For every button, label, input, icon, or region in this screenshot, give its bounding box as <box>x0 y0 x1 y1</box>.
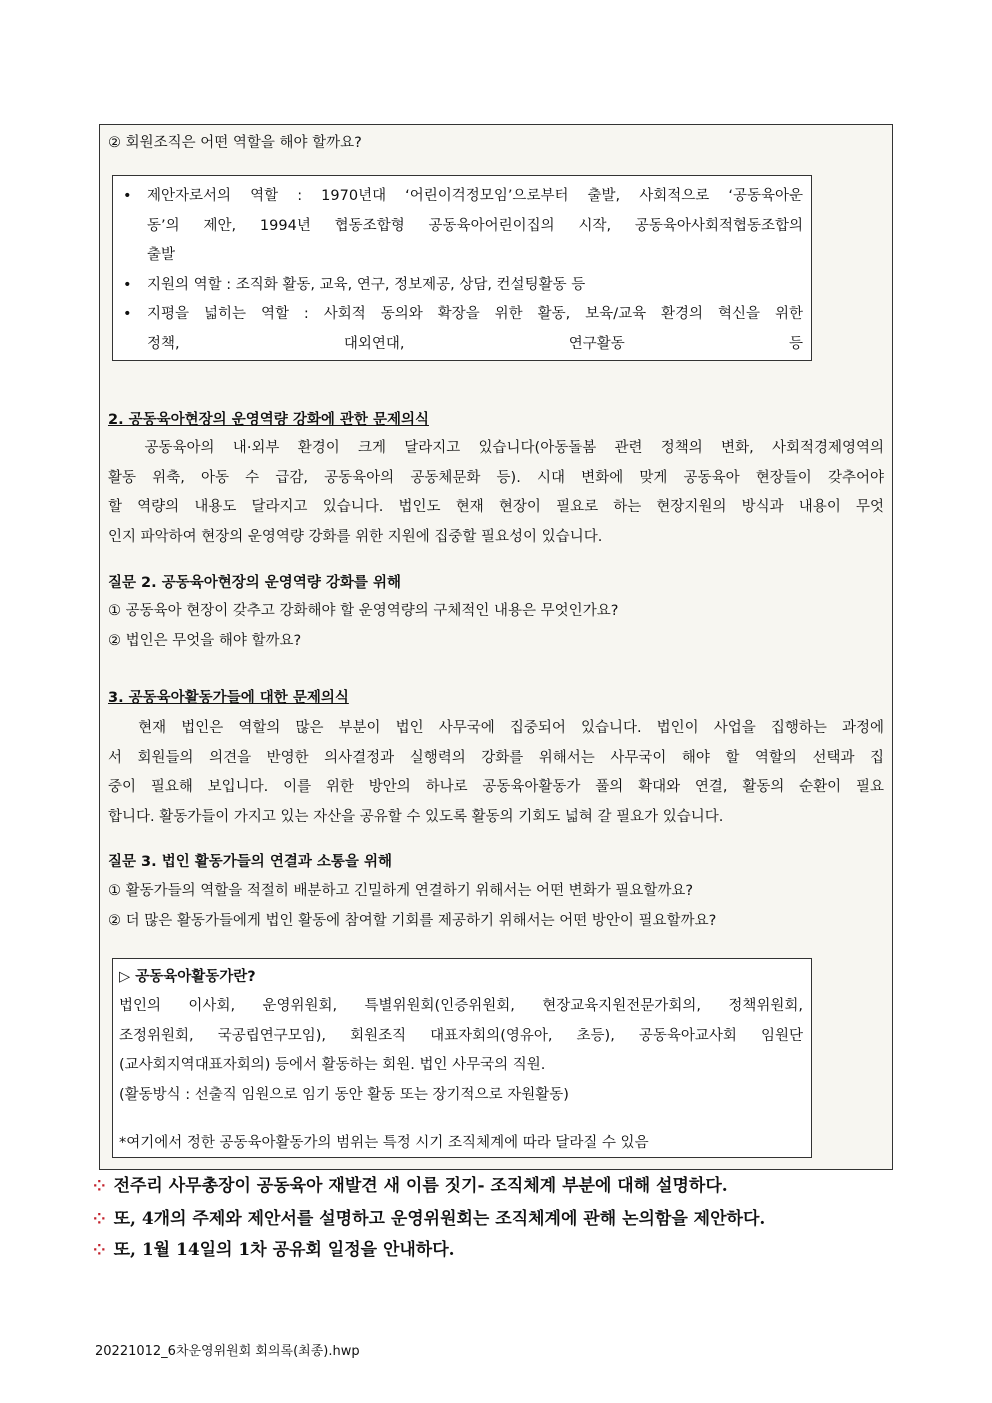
definition-title: ▷ 공동육아활동가란? <box>119 969 256 985</box>
list-item: • 제안자로서의 역할 : 1970년대 ‘어린이걱정모임’으로부터 출발, 사회적으로 ‘공동육아운 동’의 제안, 1994년 협동조합형 공동육아어린이집의 시작, 공동육아사회적협동조합의 출발 <box>121 182 803 271</box>
definition-note: *여기에서 정한 공동육아활동가의 범위는 특정 시기 조직체계에 따라 달라질 수 있음 <box>119 1135 649 1151</box>
section2-paragraph: 공동육아의 내·외부 환경이 크게 달라지고 있습니다(아동돌봄 관련 정책의 변화, 사회적경제영역의 활동 위축, 아동 수 급감, 공동육아의 공동체문화 등). 시대 변화에 맞게 공동육아 현장들이 갖추어야 할 역량의 내용도 달라지고 있습니다. 법인도 현재 현장이 필요로 하는 현장지원의 방식과 내용이 무엇 인지 파악하여 현장의 운영역량 강화를 위한 지원에 집중할 필요성이 있습니다. <box>108 440 884 545</box>
bullet-icon: • <box>123 306 132 322</box>
bullet-icon: • <box>123 276 132 293</box>
content-box <box>99 124 893 1170</box>
footer-filename: 20221012_6차운영위원회 회의록(최종).hwp <box>95 1344 360 1359</box>
question3-item-1: ① 활동가들의 역할을 적절히 배분하고 긴밀하게 연결하기 위해서는 어떤 변화가 필요할까요? <box>108 883 694 899</box>
member-org-question: ② 회원조직은 어떤 역할을 해야 할까요? <box>108 135 362 151</box>
question2-title: 질문 2. 공동육아현장의 운영역량 강화를 위해 <box>108 575 401 591</box>
list-item: • 지평을 넓히는 역할 : 사회적 동의와 확장을 위한 활동, 보육/교육 환경의 혁신을 위한 정책, 대외연대, 연구활동 등 <box>121 300 803 359</box>
role-list-box <box>112 175 812 361</box>
question2-item-1: ① 공동육아 현장이 갖추고 강화해야 할 운영역량의 구체적인 내용은 무엇인가요? <box>108 603 619 619</box>
activist-definition-box <box>112 958 812 1158</box>
question2-item-2: ② 법인은 무엇을 해야 할까요? <box>108 633 302 649</box>
minutes-item-2: ⁘ 또, 4개의 주제와 제안서를 설명하고 운영위원회는 조직체계에 관해 논의함을 제안하다. <box>93 1209 766 1229</box>
definition-body: 법인의 이사회, 운영위원회, 특별위원회(인증위원회, 현장교육지원전문가회의, 정책위원회, 조정위원회, 국공립연구모임), 회원조직 대표자회의(영유아, 초등), 공동육아교사회 임원단 (교사회지역대표자회의) 등에서 활동하는 회원. 법인 사무국의 직원. (활동방식 : 선출직 임원으로 임기 동안 활동 또는 장기적으로 자원활동) <box>119 998 803 1103</box>
role-list <box>121 182 803 359</box>
question3-item-2: ② 더 많은 활동가들에게 법인 활동에 참여할 기회를 제공하기 위해서는 어떤 방안이 필요할까요? <box>108 913 717 929</box>
list-item: • 지원의 역할 : 조직화 활동, 교육, 연구, 정보제공, 상담, 컨설팅활동 등 <box>121 271 803 301</box>
dots-marker-icon: ⁘ <box>93 1241 106 1259</box>
dots-marker-icon: ⁘ <box>93 1210 106 1228</box>
dots-marker-icon: ⁘ <box>93 1177 106 1195</box>
minutes-item-3: ⁘ 또, 1월 14일의 1차 공유회 일정을 안내하다. <box>93 1240 455 1260</box>
section3-heading: 3. 공동육아활동가들에 대한 문제의식 <box>108 690 349 706</box>
bullet-icon: • <box>123 188 132 204</box>
question3-title: 질문 3. 법인 활동가들의 연결과 소통을 위해 <box>108 854 393 870</box>
section2-heading: 2. 공동육아현장의 운영역량 강화에 관한 문제의식 <box>108 412 429 428</box>
minutes-item-1: ⁘ 전주리 사무총장이 공동육아 재발견 새 이름 짓기- 조직체계 부분에 대해 설명하다. <box>93 1176 728 1196</box>
section3-paragraph: 현재 법인은 역할의 많은 부분이 법인 사무국에 집중되어 있습니다. 법인이 사업을 집행하는 과정에 서 회원들의 의견을 반영한 의사결정과 실행력의 강화를 위해서는 사무국이 해야 할 역할의 선택과 집 중이 필요해 보입니다. 이를 위한 방안의 하나로 공동육아활동가 풀의 확대와 연결, 활동의 순환이 필요 합니다. 활동가들이 가지고 있는 자산을 공유할 수 있도록 활동의 기회도 넓혀 갈 필요가 있습니다. <box>108 720 884 825</box>
